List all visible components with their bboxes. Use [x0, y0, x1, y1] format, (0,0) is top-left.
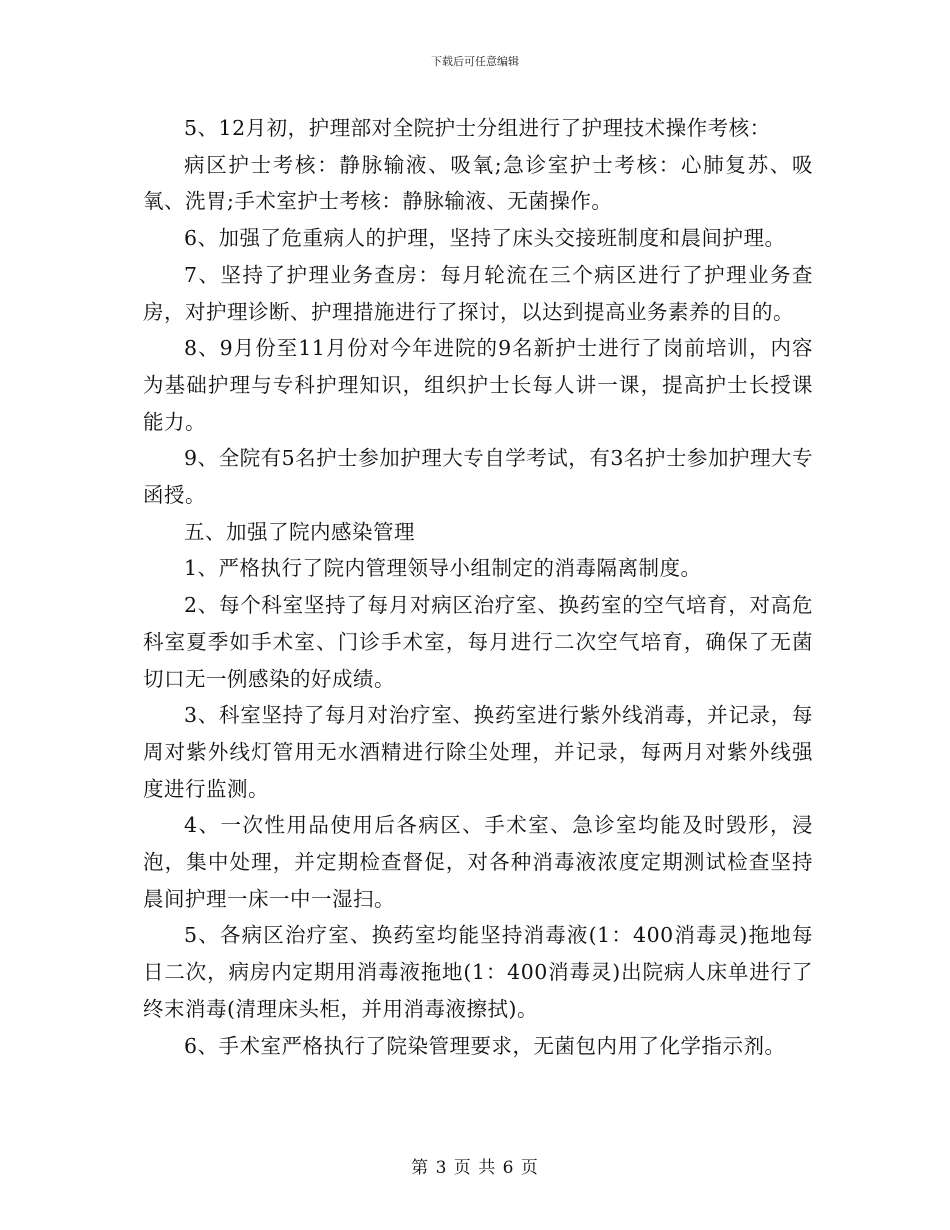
- page-number: [0, 1153, 950, 1178]
- paragraph: 9、全院有5名护士参加护理大专自学考试，有3名护士参加护理大专函授。: [143, 446, 813, 508]
- paragraph: 病区护士考核：静脉输液、吸氧;急诊室护士考核：心肺复苏、吸氧、洗胃;手术室护士考核：静脉输液、无菌操作。: [143, 152, 813, 214]
- document-body: [143, 110, 813, 1064]
- paragraph: 5、12月初，护理部对全院护士分组进行了护理技术操作考核：: [184, 116, 771, 140]
- paragraph: 2、每个科室坚持了每月对病区治疗室、换药室的空气培育，对高危科室夏季如手术室、门诊手术室，每月进行二次空气培育，确保了无菌切口无一例感染的好成绩。: [143, 593, 813, 691]
- paragraph: 1、严格执行了院内管理领导小组制定的消毒隔离制度。: [184, 556, 702, 581]
- paragraph: 6、手术室严格执行了院染管理要求，无菌包内用了化学指示剂。: [184, 1033, 786, 1058]
- section-heading: 五、加强了院内感染管理: [184, 519, 415, 544]
- page-number-label: 第 3 页 共 6 页: [411, 1158, 539, 1178]
- download-note: 下载后可任意编辑: [431, 55, 519, 68]
- paragraph: 5、各病区治疗室、换药室均能坚持消毒液(1：400消毒灵)拖地每日二次，病房内定期用消毒液拖地(1：400消毒灵)出院病人床单进行了终末消毒(清理床头柜，并用消毒液擦拭)。: [143, 923, 813, 1021]
- paragraph: 3、科室坚持了每月对治疗室、换药室进行紫外线消毒，并记录，每周对紫外线灯管用无水酒精进行除尘处理，并记录，每两月对紫外线强度进行监测。: [143, 703, 813, 801]
- paragraph: 4、一次性用品使用后各病区、手术室、急诊室均能及时毁形，浸泡，集中处理，并定期检查督促，对各种消毒液浓度定期测试检查坚持晨间护理一床一中一湿扫。: [143, 813, 813, 911]
- paragraph: 6、加强了危重病人的护理，坚持了床头交接班制度和晨间护理。: [184, 226, 786, 251]
- paragraph: 7、坚持了护理业务查房：每月轮流在三个病区进行了护理业务查房，对护理诊断、护理措施进行了探讨，以达到提高业务素养的目的。: [143, 262, 813, 324]
- paragraph: 8、9月份至11月份对今年进院的9名新护士进行了岗前培训，内容为基础护理与专科护理知识，组织护士长每人讲一课，提高护士长授课能力。: [143, 336, 813, 434]
